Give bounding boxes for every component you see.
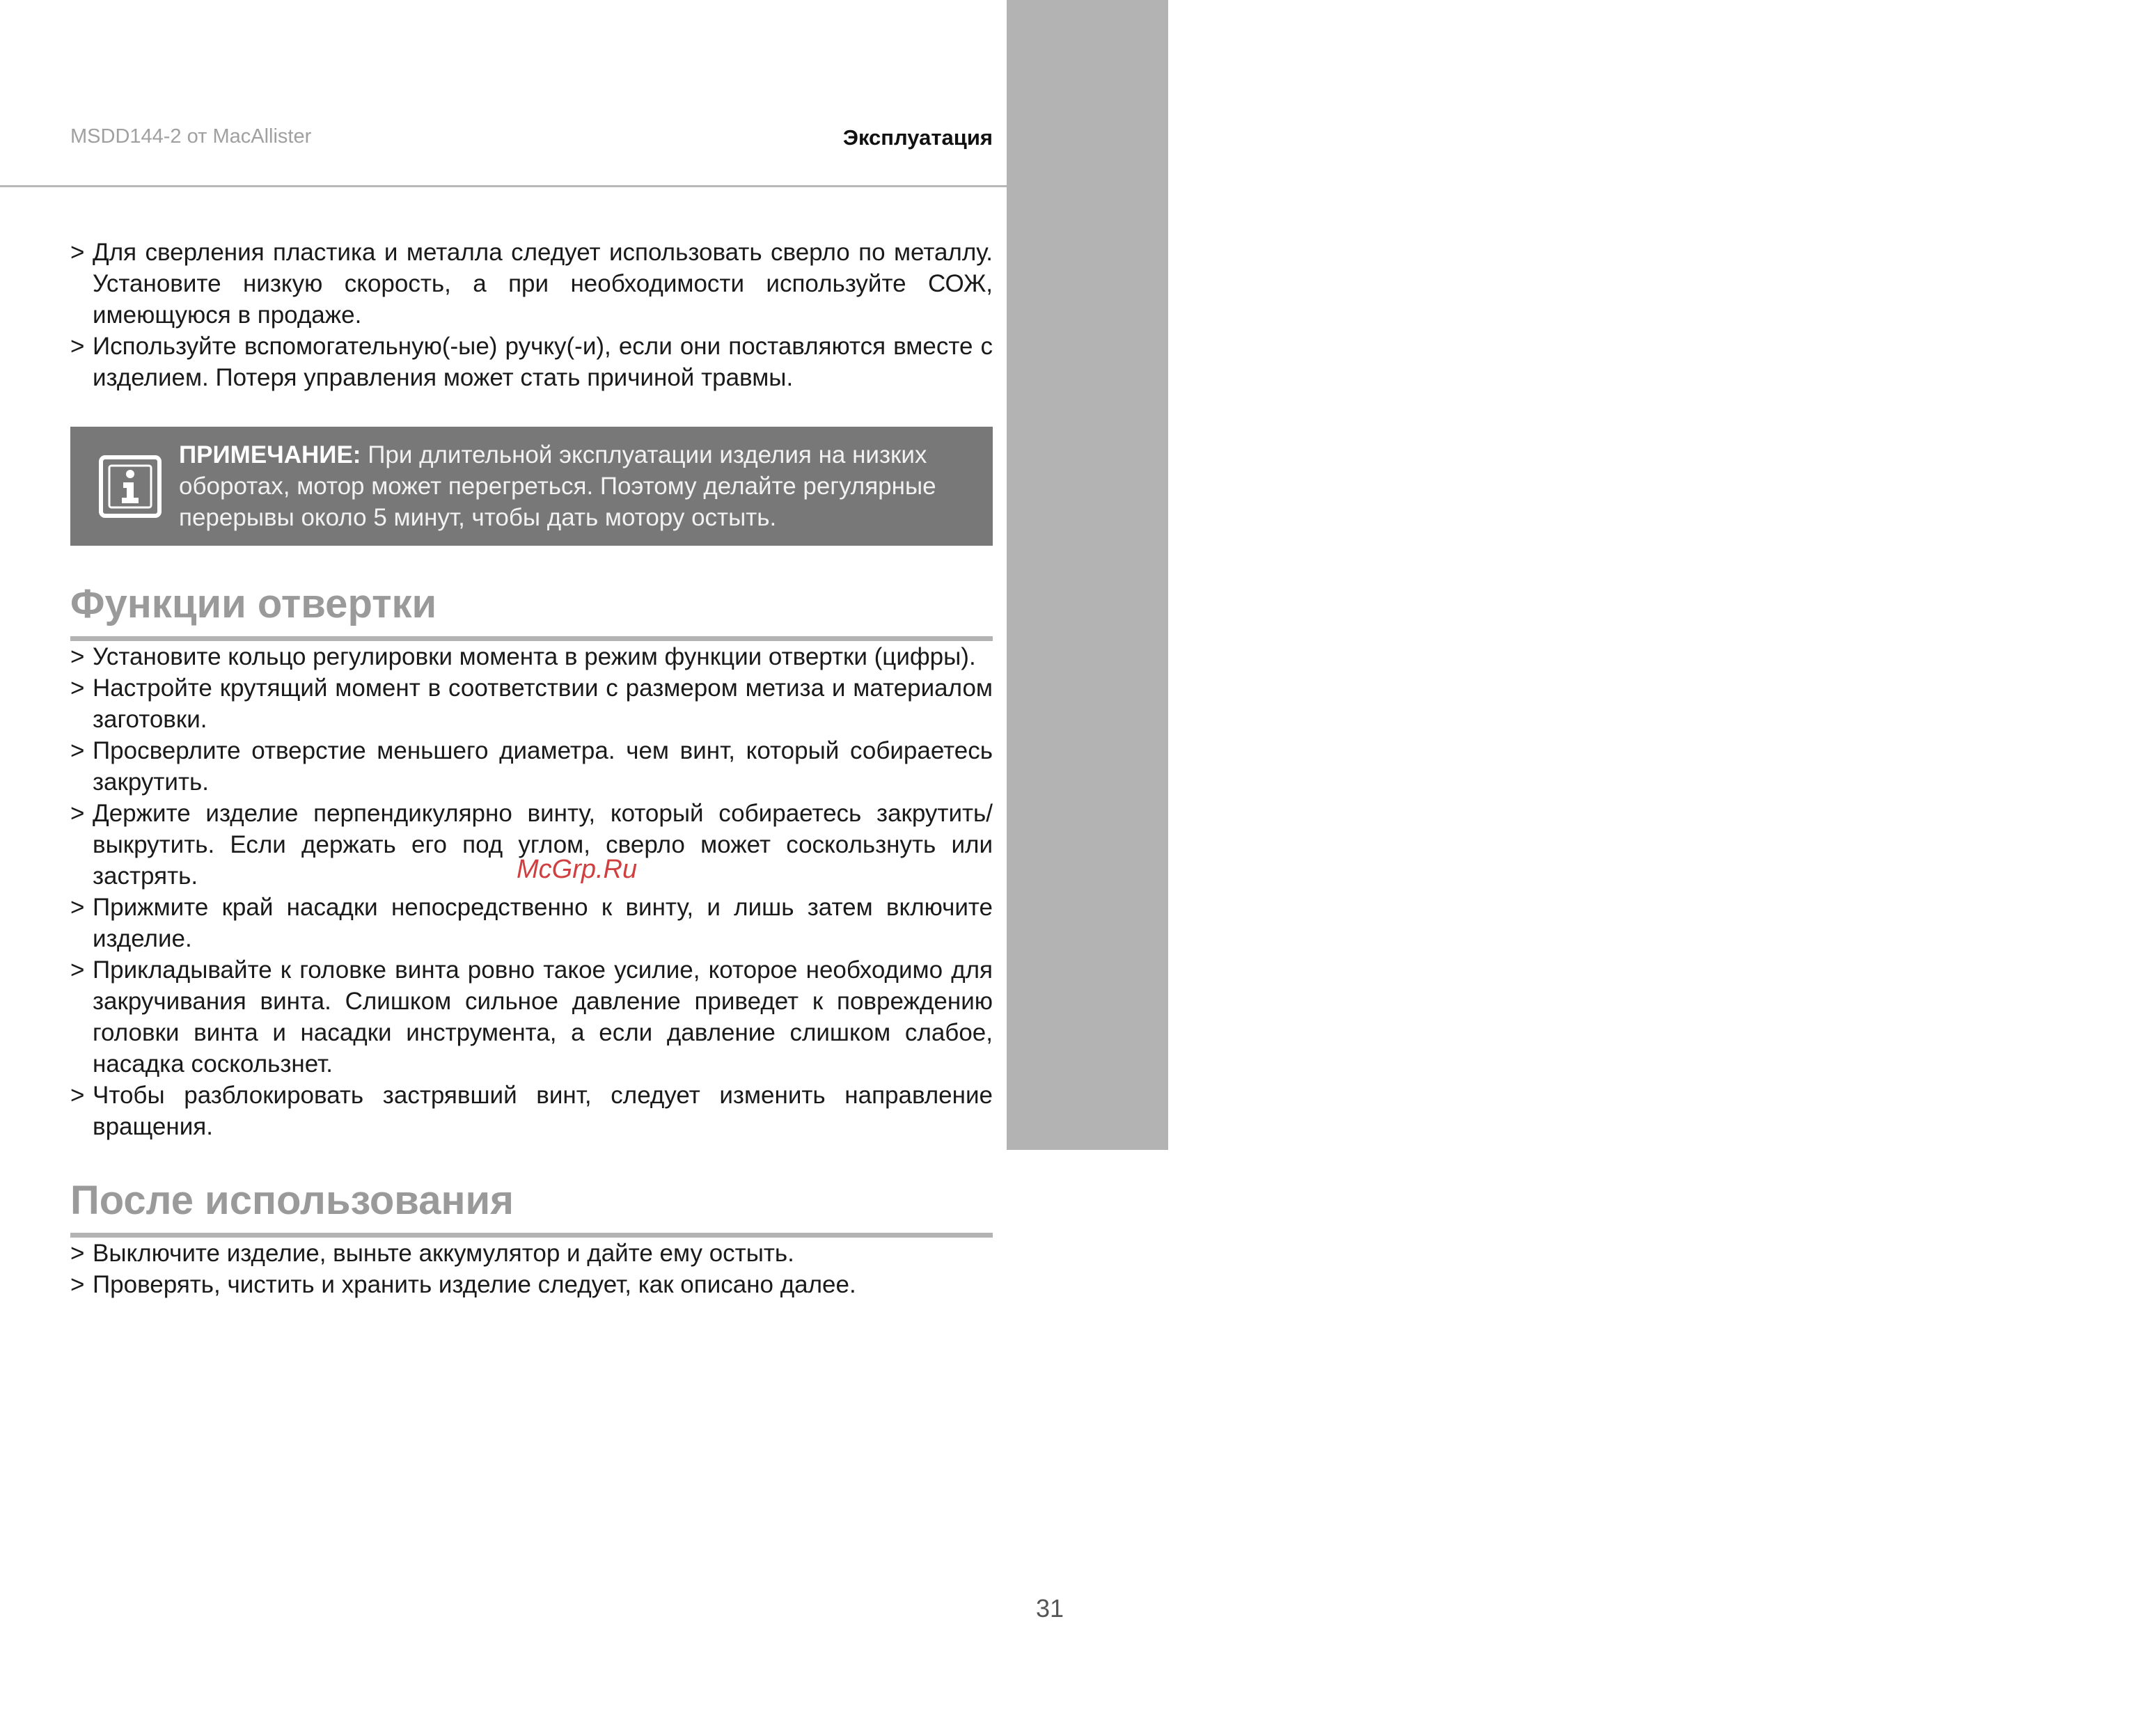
- note-label: ПРИМЕЧАНИЕ:: [179, 441, 361, 468]
- list-item-text: Прижмите край насадки непосредственно к винту, и лишь затем включите изделие.: [93, 894, 993, 952]
- bullet-marker: >: [70, 333, 85, 360]
- section-title-screwdriver: Функции отвертки: [70, 579, 993, 641]
- list-item-text: Используйте вспомогательную(-ые) ручку(-и), если они поставляются вместе с изделием. Потеря управления может стать причиной травмы.: [93, 333, 993, 391]
- bullet-marker: >: [70, 1271, 85, 1298]
- list-item: [70, 735, 993, 798]
- main-content: [70, 237, 993, 1300]
- watermark: McGrp.Ru: [517, 855, 638, 884]
- section-title-after-use: После использования: [70, 1176, 993, 1238]
- bullet-marker: >: [70, 674, 85, 702]
- bullet-marker: >: [70, 956, 85, 984]
- sidebar-band: [1007, 0, 2130, 1150]
- list-item: [70, 892, 993, 954]
- note-body: При длительной эксплуатации изделия на низких оборотах, мотор может перегреться. Поэтому делайте регулярные перерывы около 5 минут, чтобы дать мотору остыть.: [179, 441, 936, 531]
- bullet-marker: >: [70, 894, 85, 921]
- intro-list: [70, 237, 993, 393]
- bullet-marker: >: [70, 239, 85, 266]
- list-item: [70, 1080, 993, 1142]
- list-item: [70, 237, 993, 331]
- after-use-list: [70, 1238, 993, 1300]
- manual-model-label: MSDD144-2 от MacAllister: [70, 125, 312, 148]
- bullet-marker: >: [70, 800, 85, 827]
- section-header: Эксплуатация: [842, 125, 993, 150]
- screwdriver-list: [70, 641, 993, 1142]
- header-divider: [0, 185, 1007, 187]
- bullet-marker: >: [70, 1082, 85, 1109]
- list-item: [70, 331, 993, 393]
- list-item: [70, 672, 993, 735]
- note-box: [70, 427, 993, 546]
- list-item-text: Прикладывайте к головке винта ровно такое усилие, которое необходимо для закручивания винта. Слишком сильное давление приведет к повреждению головки винта и насадки инструмента, а если давление слишком слабое, насадка соскользнет.: [93, 956, 993, 1078]
- list-item: [70, 641, 993, 672]
- bullet-marker: >: [70, 643, 85, 670]
- sidebar-vertical-title: Подробнее...: [2058, 691, 2130, 1105]
- bullet-marker: >: [70, 1240, 85, 1267]
- note-text: [179, 439, 979, 533]
- list-item-text: Установите кольцо регулировки момента в режим функции отвертки (цифры).: [93, 643, 976, 670]
- list-item: [70, 954, 993, 1080]
- list-item: [70, 1238, 993, 1269]
- list-item-text: Выключите изделие, выньте аккумулятор и дайте ему остыть.: [93, 1240, 794, 1267]
- list-item-text: Держите изделие перпендикулярно винту, который собираетесь закрутить/выкрутить. Если держать его под углом, сверло может соскользнуть или застрять.: [93, 800, 993, 890]
- list-item-text: Для сверления пластика и металла следует использовать сверло по металлу. Установите низкую скорость, а при необходимости используйте СОЖ, имеющуюся в продаже.: [93, 239, 993, 329]
- list-item-text: Чтобы разблокировать застрявший винт, следует изменить направление вращения.: [93, 1082, 993, 1140]
- list-item: [70, 1269, 993, 1300]
- language-label: RUS: [2022, 125, 2084, 156]
- list-item-text: Настройте крутящий момент в соответствии с размером метиза и материалом заготовки.: [93, 674, 993, 733]
- bullet-marker: >: [70, 737, 85, 764]
- page-number: 31: [1036, 1594, 1064, 1623]
- list-item-text: Просверлите отверстие меньшего диаметра. чем винт, который собираетесь закрутить.: [93, 737, 993, 796]
- list-item-text: Проверять, чистить и хранить изделие следует, как описано далее.: [93, 1271, 856, 1298]
- info-icon: [81, 453, 179, 520]
